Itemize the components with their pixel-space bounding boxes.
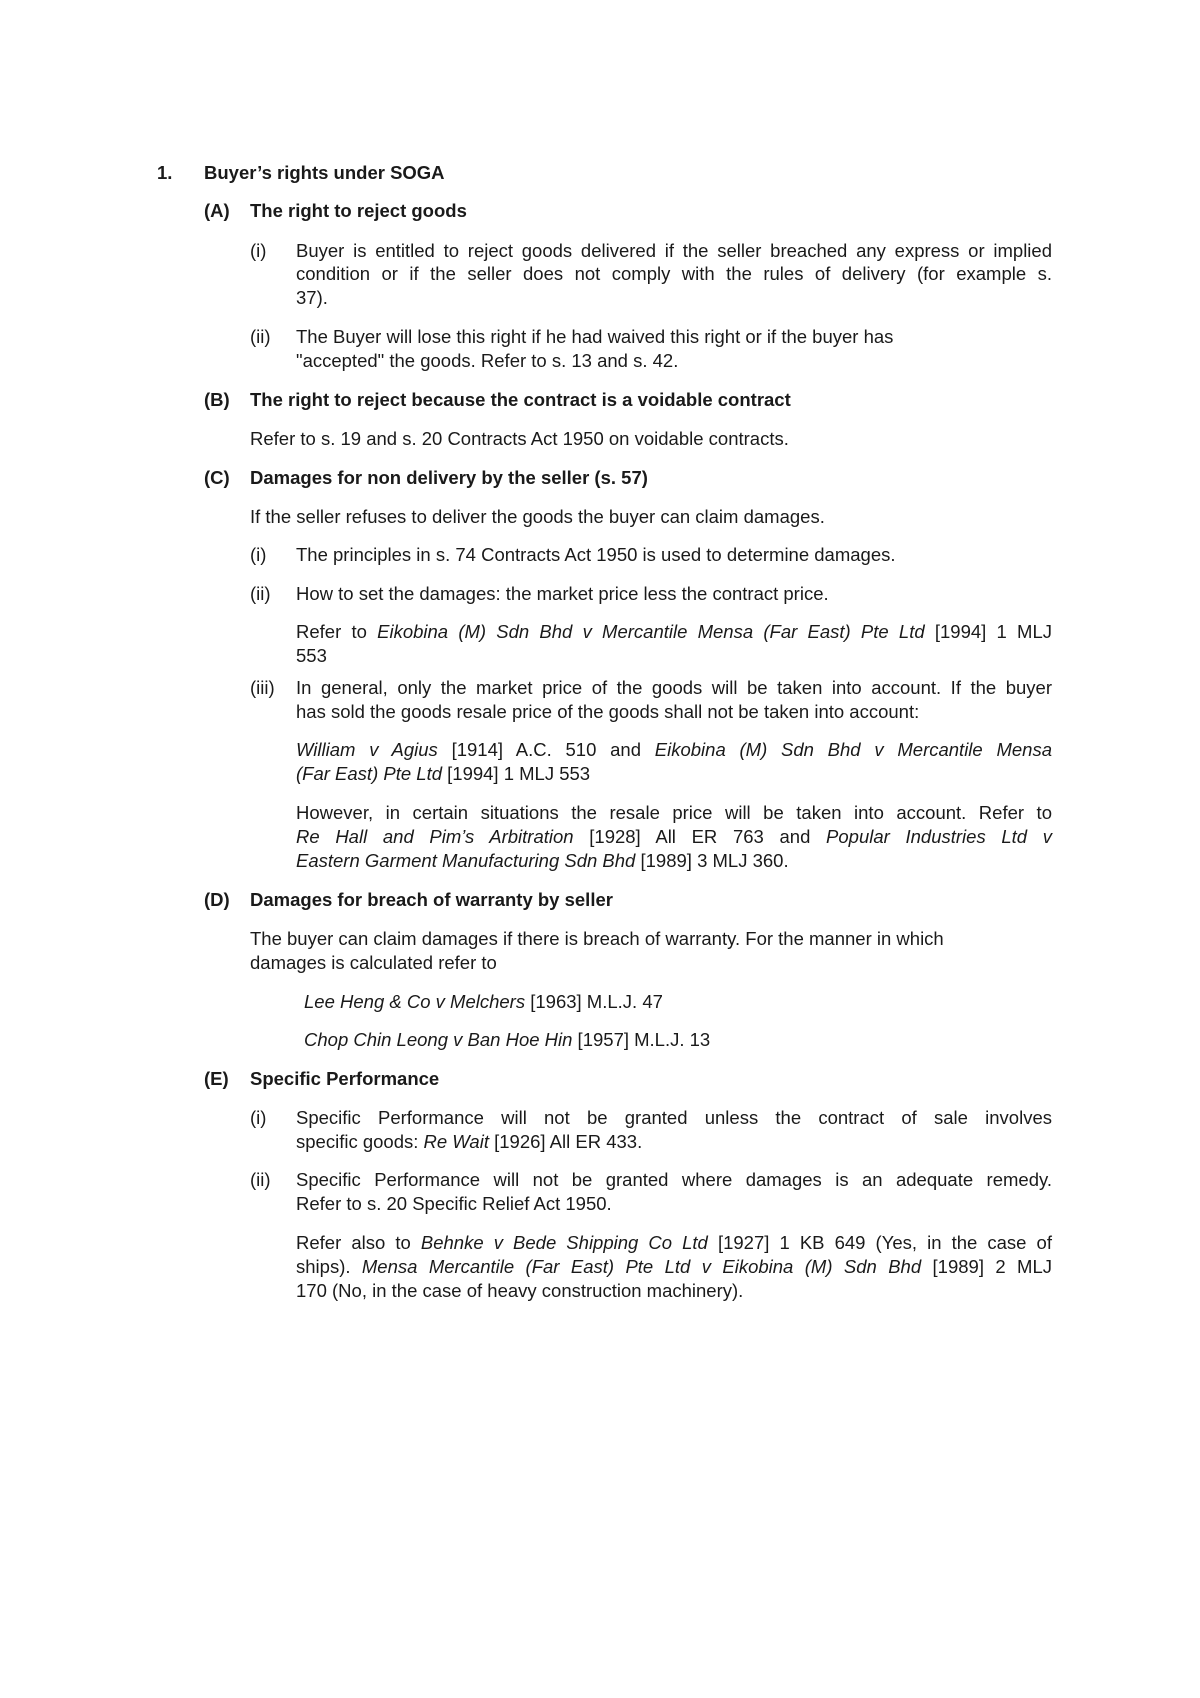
case-citation: [1927] 1 KB 649 (Yes, in the case of bbox=[707, 1232, 1052, 1253]
section-d-case-2 bbox=[304, 1028, 710, 1052]
section-e-ii-line2: Refer to s. 20 Specific Relief Act 1950. bbox=[296, 1193, 612, 1214]
case-citation: [1928] All ER 763 and bbox=[573, 826, 827, 847]
case-citation: [1963] M.L.J. 47 bbox=[525, 991, 663, 1012]
case-name: Mensa Mercantile (Far East) Pte Ltd v Eikobina (M) Sdn Bhd bbox=[361, 1256, 922, 1277]
section-c-iii-however-line3 bbox=[296, 849, 789, 873]
section-b-title: The right to reject because the contract is a voidable contract bbox=[250, 389, 791, 410]
section-c-intro: If the seller refuses to deliver the goods the buyer can claim damages. bbox=[250, 506, 825, 527]
section-a-title: The right to reject goods bbox=[250, 200, 467, 221]
section-a-ii-num: (ii) bbox=[250, 326, 271, 347]
section-c-title: Damages for non delivery by the seller (s. 57) bbox=[250, 467, 648, 488]
section-c-iii-however-line2 bbox=[296, 825, 1052, 849]
case-name: William v Agius bbox=[296, 739, 438, 760]
case-citation: [1926] All ER 433. bbox=[488, 1131, 643, 1152]
section-c-iii-line1: In general, only the market price of the goods will be taken into account. If the buyer bbox=[296, 677, 1052, 698]
section-e-ii-line1: Specific Performance will not be granted where damages is an adequate remedy. bbox=[296, 1169, 1052, 1190]
section-a-i-line3: 37). bbox=[296, 287, 328, 308]
section-e-ii-reference-line2 bbox=[296, 1255, 1052, 1279]
section-c-ii-line1: How to set the damages: the market price less the contract price. bbox=[296, 583, 829, 604]
case-name: Chop Chin Leong v Ban Hoe Hin bbox=[304, 1029, 573, 1050]
section-d-case-1 bbox=[304, 990, 663, 1014]
heading-number: 1. bbox=[157, 162, 173, 183]
text-prefix: specific goods: bbox=[296, 1131, 424, 1152]
text-prefix: Refer also to bbox=[296, 1232, 421, 1253]
case-citation: [1994] 1 MLJ 553 bbox=[442, 763, 591, 784]
section-b-paragraph: Refer to s. 19 and s. 20 Contracts Act 1950 on voidable contracts. bbox=[250, 428, 789, 449]
section-c-ii-reference bbox=[296, 620, 1052, 644]
section-a-ii-line2: "accepted" the goods. Refer to s. 13 and s. 42. bbox=[296, 350, 679, 371]
case-name: (Far East) Pte Ltd bbox=[296, 763, 442, 784]
section-a-i-line2: condition or if the seller does not comply with the rules of delivery (for example s. bbox=[296, 263, 1052, 284]
case-name: Popular Industries Ltd v bbox=[826, 826, 1053, 847]
case-name: Lee Heng & Co v Melchers bbox=[304, 991, 526, 1012]
section-c-label: (C) bbox=[204, 467, 230, 488]
case-citation: [1989] 3 MLJ 360. bbox=[635, 850, 789, 871]
case-name: Behnke v Bede Shipping Co Ltd bbox=[420, 1232, 708, 1253]
text-prefix: ships). bbox=[296, 1256, 362, 1277]
section-a-i-line1: Buyer is entitled to reject goods delivered if the seller breached any express or implied bbox=[296, 240, 1052, 261]
heading-title: Buyer’s rights under SOGA bbox=[204, 162, 445, 183]
section-c-i-line1: The principles in s. 74 Contracts Act 1950 is used to determine damages. bbox=[296, 544, 896, 565]
section-a-ii-line1: The Buyer will lose this right if he had waived this right or if the buyer has bbox=[296, 326, 894, 347]
case-name: Eikobina (M) Sdn Bhd v Mercantile Mensa (Far East) Pte Ltd bbox=[377, 621, 925, 642]
section-e-title: Specific Performance bbox=[250, 1068, 440, 1089]
section-d-paragraph-line2: damages is calculated refer to bbox=[250, 952, 497, 973]
section-e-i-line2 bbox=[296, 1130, 642, 1154]
case-citation: [1994] 1 MLJ bbox=[924, 621, 1052, 642]
section-e-ii-reference-line3: 170 (No, in the case of heavy construction machinery). bbox=[296, 1280, 744, 1301]
case-citation: [1957] M.L.J. 13 bbox=[572, 1029, 711, 1050]
section-c-iii-num: (iii) bbox=[250, 677, 275, 698]
section-c-ii-reference-line2: 553 bbox=[296, 645, 327, 666]
case-citation: [1914] A.C. 510 and bbox=[437, 739, 655, 760]
case-name: Eastern Garment Manufacturing Sdn Bhd bbox=[296, 850, 636, 871]
section-d-title: Damages for breach of warranty by seller bbox=[250, 889, 613, 910]
section-d-paragraph-line1: The buyer can claim damages if there is breach of warranty. For the manner in which bbox=[250, 928, 944, 949]
section-b-label: (B) bbox=[204, 389, 230, 410]
case-name: Eikobina (M) Sdn Bhd v Mercantile Mensa bbox=[654, 739, 1052, 760]
section-e-i-line1: Specific Performance will not be granted unless the contract of sale involves bbox=[296, 1107, 1052, 1128]
section-a-i-num: (i) bbox=[250, 240, 267, 261]
section-c-iii-line2: has sold the goods resale price of the goods shall not be taken into account: bbox=[296, 701, 920, 722]
section-a-label: (A) bbox=[204, 200, 230, 221]
section-d-label: (D) bbox=[204, 889, 230, 910]
section-c-iii-cases-line2 bbox=[296, 762, 590, 786]
section-e-i-num: (i) bbox=[250, 1107, 267, 1128]
case-name: Re Hall and Pim’s Arbitration bbox=[296, 826, 574, 847]
section-e-ii-num: (ii) bbox=[250, 1169, 271, 1190]
section-c-i-num: (i) bbox=[250, 544, 267, 565]
section-e-ii-reference-line1 bbox=[296, 1231, 1052, 1255]
case-name: Re Wait bbox=[423, 1131, 489, 1152]
section-c-iii-cases-line1 bbox=[296, 738, 1052, 762]
reference-prefix: Refer to bbox=[296, 621, 378, 642]
case-citation: [1989] 2 MLJ bbox=[921, 1256, 1052, 1277]
section-c-iii-however-line1: However, in certain situations the resale price will be taken into account. Refer to bbox=[296, 802, 1052, 823]
section-e-label: (E) bbox=[204, 1068, 229, 1089]
section-c-ii-num: (ii) bbox=[250, 583, 271, 604]
